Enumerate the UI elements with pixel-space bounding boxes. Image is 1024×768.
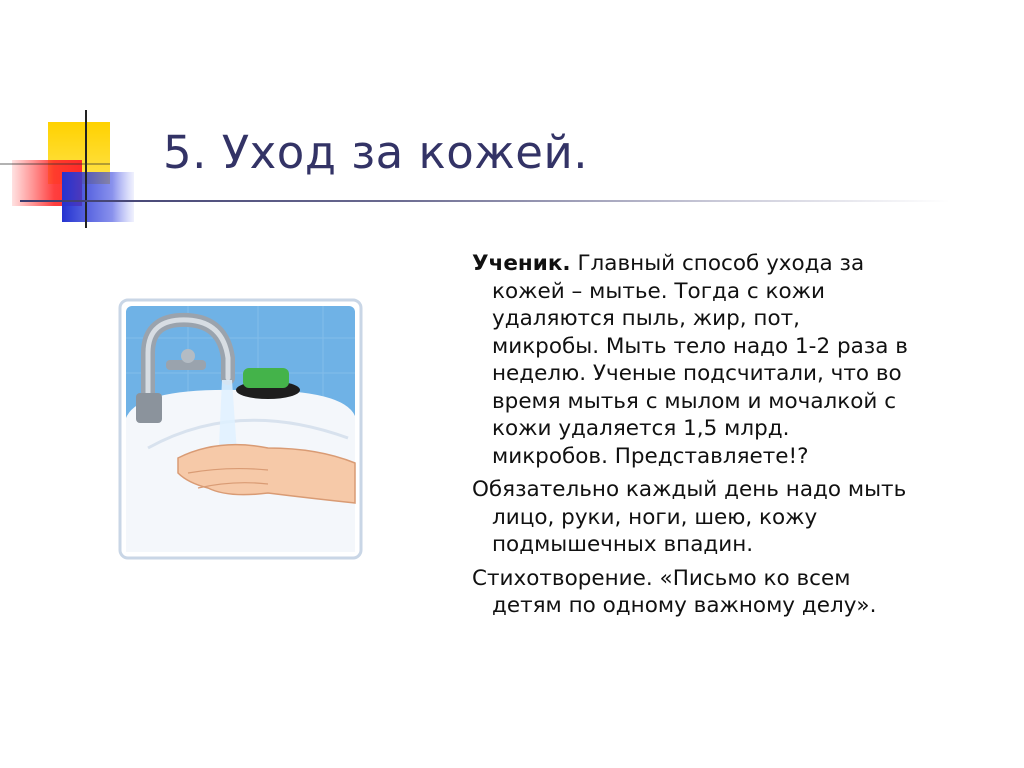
deco-blue-square xyxy=(62,172,134,222)
paragraph-text: Главный способ ухода за кожей – мытье. Тогда с кожи удаляются пыль, жир, пот, микробы. Мыть тело надо 1-2 раза в неделю. Ученые подсчитали, что во время мытья с мылом и мочалкой с кожи удаляется 1,5 млрд. микробов. Представляете!? xyxy=(492,251,908,469)
hand-washing-illustration xyxy=(118,298,363,560)
corner-decoration xyxy=(0,0,200,240)
title-underline xyxy=(20,200,950,202)
slide-title: 5. Уход за кожей. xyxy=(163,126,589,179)
paragraph-daily-washing: Обязательно каждый день надо мыть лицо, руки, ноги, шею, кожу подмышечных впадин. xyxy=(472,477,907,557)
slide-body xyxy=(472,250,912,620)
speaker-label: Ученик. xyxy=(472,251,571,276)
paragraph-poem: Стихотворение. «Письмо ко всем детям по одному важному делу». xyxy=(472,565,877,618)
paragraph-student xyxy=(472,250,912,470)
